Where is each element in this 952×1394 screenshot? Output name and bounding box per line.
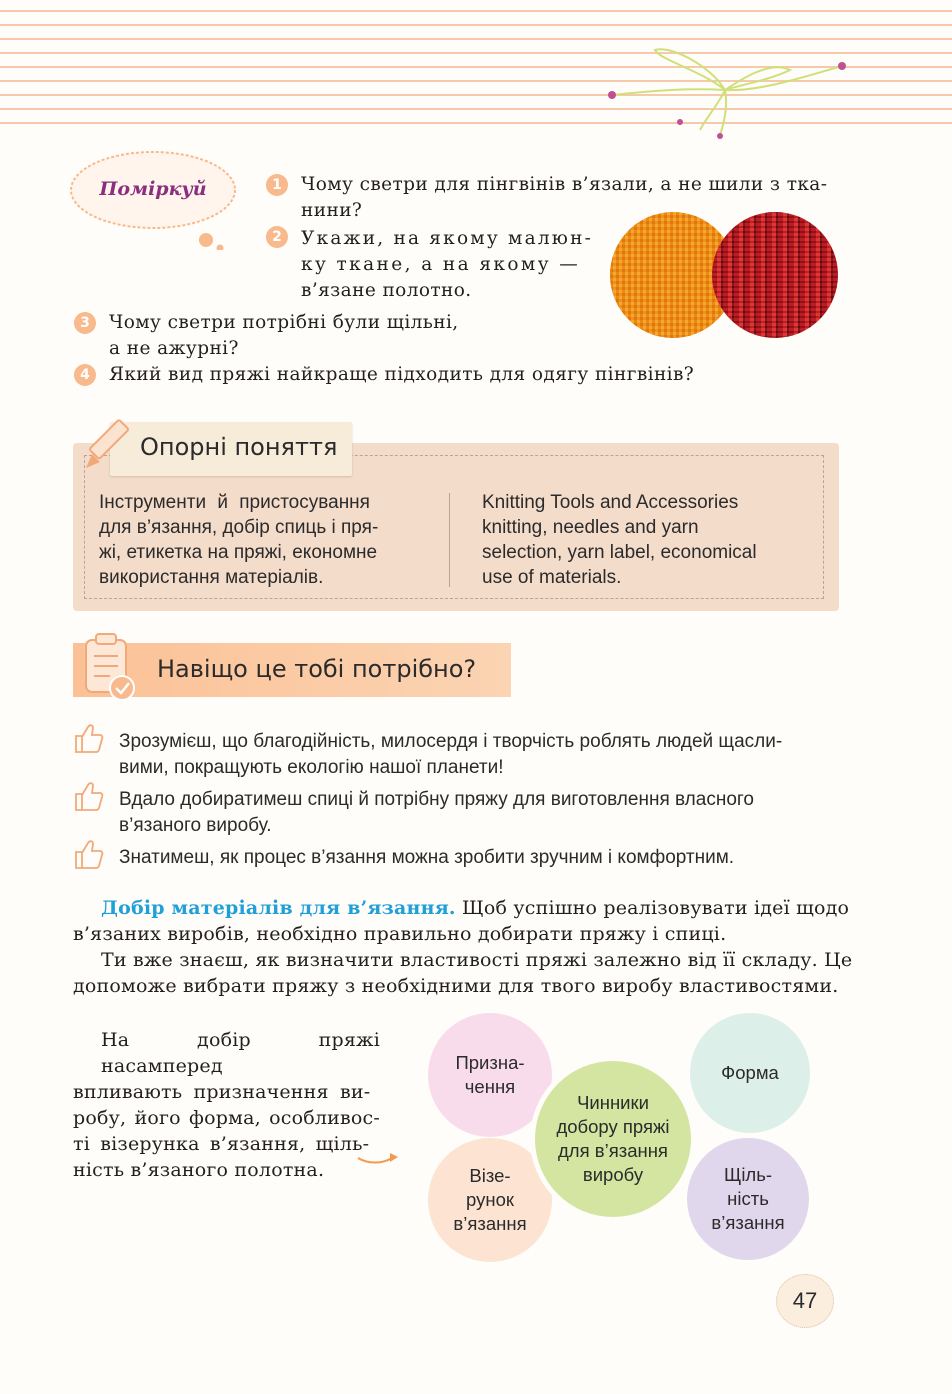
key-concepts-english: Knitting Tools and Accessories knitting, needles and yarn selection, yarn label, economical use of materials.	[482, 492, 757, 588]
question-number: 3	[74, 312, 96, 334]
factor-density-circle: Щіль- ність в’язання	[687, 1138, 809, 1260]
question-number: 1	[266, 174, 288, 196]
paragraph-1-line-1: Добір матеріалів для в’язання. Щоб успішно реалізовувати ідеї щодо	[101, 897, 850, 919]
why-bullet-2: Вдало добиратимеш спиці й потрібну пряжу для виготовлення власного в’язаного виробу.	[119, 789, 754, 836]
section-heading-inline: Добір матеріалів для в’язання.	[101, 897, 456, 919]
question-4: Який вид пряжі найкраще підходить для одягу пінгвінів?	[109, 364, 695, 385]
factors-center-circle: Чинники добору пряжі для в’язання виробу	[535, 1061, 691, 1217]
question-number: 2	[266, 226, 288, 248]
factor-purpose-circle: Призна- чення	[428, 1013, 552, 1137]
paragraph-2-line-1: Ти вже знаєш, як визначити властивості пряжі залежно від її складу. Це	[101, 949, 853, 971]
why-bullet-1: Зрозумієш, що благодійність, милосердя і творчість роблять людей щасли- вими, покращують екологію нашої планети!	[119, 731, 783, 778]
factor-shape-circle: Форма	[690, 1013, 810, 1133]
question-number: 4	[74, 364, 96, 386]
ponder-cloud	[68, 150, 238, 234]
thumbs-up-icon	[74, 838, 104, 870]
string-bow-icon	[600, 40, 860, 150]
ponder-label: Поміркуй	[99, 178, 207, 200]
thumbs-up-icon	[74, 780, 104, 812]
paragraph-3: На добір пряжі насамперед впливають призначення ви- робу, його форма, особливос- ті візерунка в’язання, щіль- ність в’язаного полотна.	[73, 1029, 380, 1181]
question-2: Укажи, на якому малюн- ку тκане, а на якому — в’язане полотно.	[301, 228, 594, 301]
paragraph-1-line-2: в’язаних виробів, необхідно правильно добирати пряжу і спиці.	[73, 923, 727, 945]
checklist-icon	[78, 632, 146, 710]
question-1: Чому светри для пінгвінів в’язали, а не шили з тка- нини?	[301, 174, 828, 221]
key-concepts-ukrainian: Інструменти й пристосування для в’язання, добір спиць і пря- жі, етикетка на пряжі, економне використання матеріалів.	[99, 492, 379, 588]
column-divider	[449, 493, 450, 587]
why-title: Навіщо це тобі потрібно?	[157, 655, 477, 683]
factor-pattern-circle: Візе- рунок в’язання	[428, 1138, 552, 1262]
knitted-fabric-image	[712, 212, 838, 338]
thought-cloud-icon	[68, 150, 238, 250]
page-number: 47	[776, 1274, 834, 1328]
why-bullet-3: Знатимеш, як процес в’язання можна зробити зручним і комфортним.	[119, 847, 735, 868]
thumbs-up-icon	[74, 722, 104, 754]
key-concepts-title: Опорні поняття	[140, 433, 338, 461]
arrow-icon	[356, 1148, 400, 1168]
paragraph-2-line-2: допоможе вибрати пряжу з необхідними для твого виробу властивостями.	[73, 975, 839, 997]
pencil-icon	[78, 414, 140, 476]
question-3: Чому светри потрібні були щільні, а не ажурні?	[109, 312, 459, 359]
